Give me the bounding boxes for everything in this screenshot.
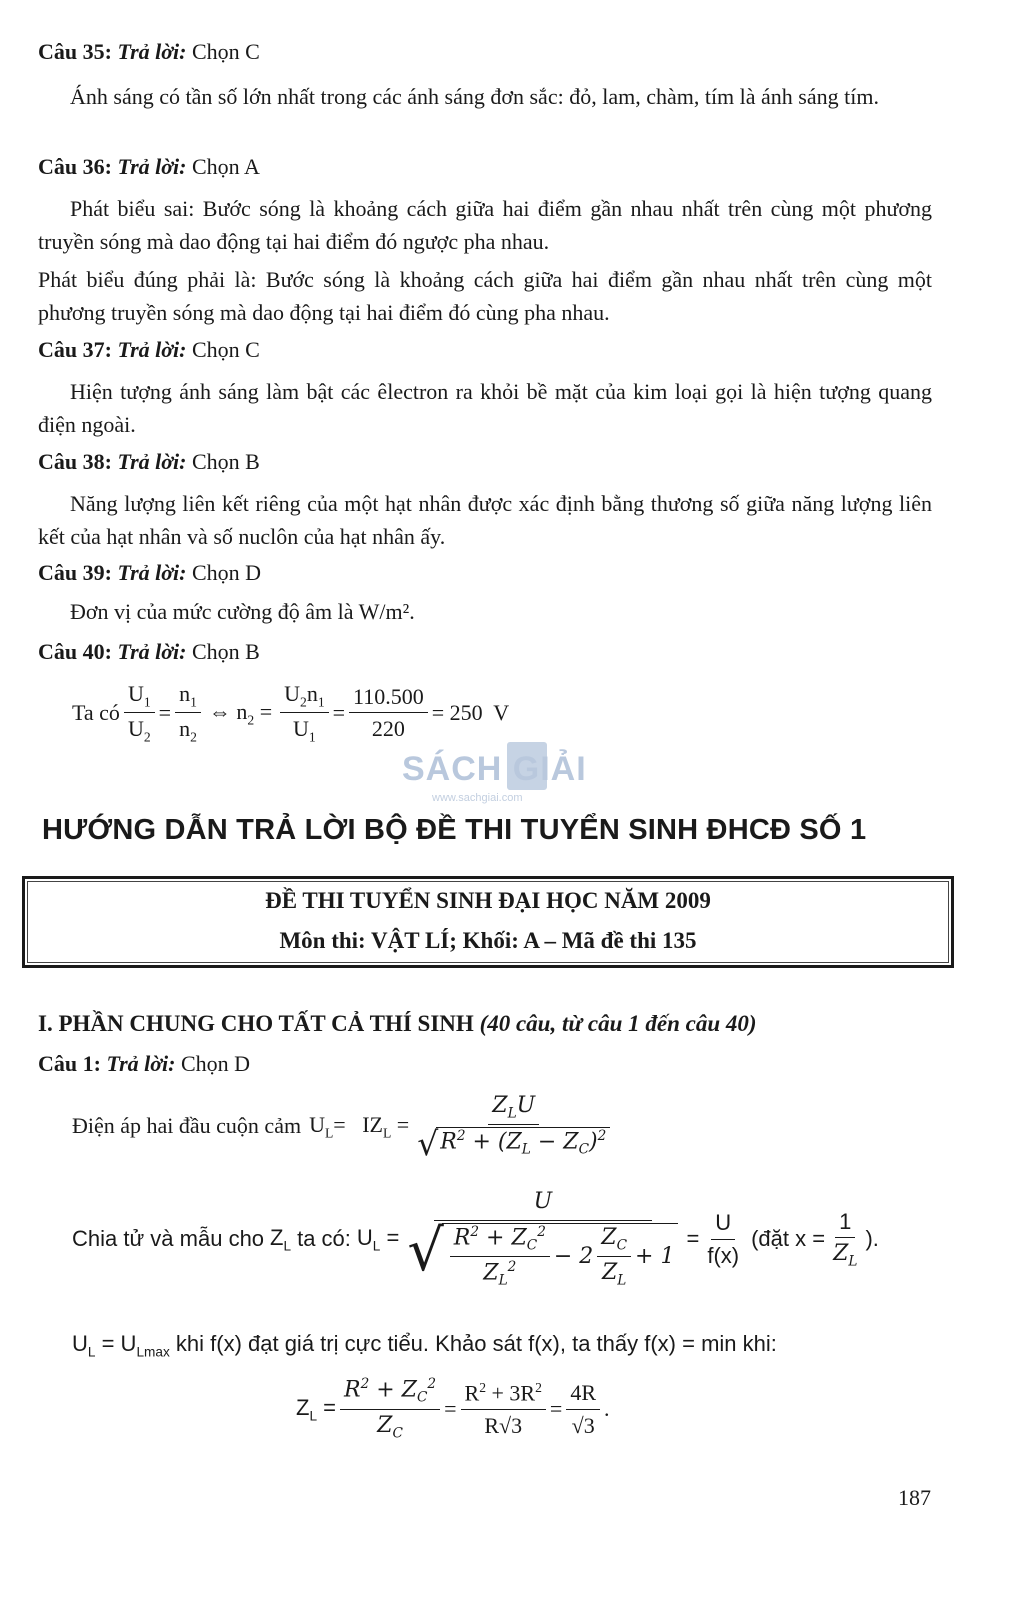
q38-tra-loi: Trả lời:: [117, 449, 187, 474]
q37-choice: Chọn C: [192, 337, 260, 362]
q36-text-correct: Phát biểu đúng phải là: Bước sóng là khoảng cách giữa hai điểm gần nhau nhất trên cùng một phương truyền sóng mà dao động tại hai điểm đó cùng pha nhau.: [38, 267, 932, 325]
q1-line2-tail: ta có:: [297, 1226, 351, 1252]
q1-choice: Chọn D: [181, 1051, 251, 1076]
q36-tra-loi: Trả lời:: [117, 154, 187, 179]
q39-heading: [38, 559, 261, 587]
value-num: 110.500: [349, 683, 428, 714]
q40-choice: Chọn B: [192, 639, 260, 664]
value-den: 220: [371, 716, 405, 742]
exam-title-box: [22, 876, 954, 968]
ul-divided-fraction: U √ $\frac{R^2 + Z_C^2}{Z_L^2}$ − 2 $\frac{Z_C}{Z_L}$ + 1: [403, 1188, 682, 1290]
q40-result: = 250 V: [431, 700, 510, 726]
ratio-un: $\frac{U_2n_1}{U_1}$: [280, 680, 329, 746]
q37-label: Câu 37:: [38, 337, 112, 362]
q1-line2-lead: Chia tử và mẫu cho: [72, 1226, 265, 1252]
q1-formula-ul: Điện áp hai đầu cuộn cảm $U_L= IZ_L$ = $Z_LU$ √ $R^2 + (Z_L - Z_C)^2$: [72, 1092, 618, 1160]
q1-heading: [38, 1050, 250, 1078]
q35-tra-loi: Trả lời:: [117, 39, 187, 64]
x-def-fraction: $\frac{1}{Z_L}$: [833, 1208, 858, 1270]
q40-heading: [38, 638, 260, 666]
q35-heading: [38, 38, 260, 66]
part-heading-note: (40 câu, từ câu 1 đến câu 40): [479, 1011, 757, 1036]
q1-line3: $U_L = U_{Lmax}$ khi f(x) đạt giá trị cực tiểu. Khảo sát f(x), ta thấy f(x) = min khi:: [72, 1331, 777, 1360]
q35-text: Ánh sáng có tần số lớn nhất trong các ánh sáng đơn sắc: đỏ, lam, chàm, tím là ánh sáng tím.: [70, 84, 879, 109]
zl-fraction-1: $\frac{R^2 + Z_C^2}{Z_C}$: [340, 1376, 440, 1442]
exam-title: ĐỀ THI TUYỂN SINH ĐẠI HỌC NĂM 2009: [265, 888, 711, 913]
q1-formula-divide: Chia tử và mẫu cho $Z_L$ ta có: $U_L$ = U √ $\frac{R^2 + Z_C^2}{Z_L^2}$ − 2 $\frac{Z_C}{Z_L}$ + 1 = $\frac{U}{f(x)}$ (đặt x = $\frac{1}{Z_L}$ ).: [72, 1189, 879, 1289]
q39-choice: Chọn D: [192, 560, 262, 585]
ratio-n: $\frac{n_1}{n_2}$: [175, 680, 201, 746]
watermark-logo: [402, 748, 612, 808]
ratio-u: $\frac{U_1}{U_2}$: [124, 680, 155, 746]
ratio-values: [349, 683, 428, 743]
q37-heading: [38, 336, 260, 364]
q37-tra-loi: Trả lời:: [117, 337, 187, 362]
q36-choice: Chọn A: [192, 154, 260, 179]
u-over-f: $\frac{U}{f(x)}$: [707, 1210, 740, 1268]
exam-subject: Môn thi: VẬT LÍ; Khối: A – Mã đề thi 135: [279, 928, 697, 953]
q40-formula: Ta có $\frac{U_1}{U_2}$ = $\frac{n_1}{n_2}$ ⇔ $n_2$ = $\frac{U_2n_1}{U_1}$ = $\frac{110.500}{220}$ = 250 V: [72, 681, 510, 745]
q39-text: Đơn vị của mức cường độ âm là W/m².: [70, 599, 415, 624]
watermark-url: www.sachgiai.com: [432, 792, 523, 804]
q1-tra-loi: Trả lời:: [106, 1051, 176, 1076]
q1-line3-text: khi f(x) đạt giá trị cực tiểu. Khảo sát f(x), ta thấy f(x) = min khi:: [175, 1331, 777, 1356]
q1-label: Câu 1:: [38, 1051, 101, 1076]
q36-label: Câu 36:: [38, 154, 112, 179]
zl-fraction-2: $\frac{R^2 + 3R^2}{R√3}$: [461, 1379, 546, 1439]
q37-text: Hiện tượng ánh sáng làm bật các êlectron ra khỏi bề mặt của kim loại gọi là hiện tượng quang điện ngoài.: [38, 379, 932, 437]
q38-label: Câu 38:: [38, 449, 112, 474]
q38-heading: [38, 448, 260, 476]
q38-choice: Chọn B: [192, 449, 260, 474]
q39-label: Câu 39:: [38, 560, 112, 585]
q1-line2-note: (đặt x =: [751, 1226, 826, 1252]
q39-tra-loi: Trả lời:: [117, 560, 187, 585]
q35-label: Câu 35:: [38, 39, 112, 64]
q40-lead: Ta có: [72, 700, 120, 726]
part-heading: [38, 1010, 757, 1039]
q36-text: Phát biểu sai: Bước sóng là khoảng cách giữa hai điểm gần nhau nhất trên cùng một phương truyền sóng mà dao động tại hai điểm đó ngược pha nhau.: [38, 196, 932, 254]
q1-line1-lead: Điện áp hai đầu cuộn cảm: [72, 1113, 302, 1139]
q40-tra-loi: Trả lời:: [117, 639, 187, 664]
q35-choice: Chọn C: [192, 39, 260, 64]
page-number: 187: [898, 1485, 931, 1510]
part-heading-main: I. PHẦN CHUNG CHO TẤT CẢ THÍ SINH: [38, 1011, 474, 1036]
section-title: HƯỚNG DẪN TRẢ LỜI BỘ ĐỀ THI TUYỂN SINH ĐHCĐ SỐ 1: [42, 814, 867, 846]
watermark-brand: SÁCH GIẢI: [402, 750, 587, 788]
q36-heading: [38, 153, 260, 181]
zl-fraction-3: $\frac{4R}{√3}$: [566, 1379, 600, 1439]
ul-fraction: $Z_LU$ √ $R^2 + (Z_L - Z_C)^2$: [413, 1092, 614, 1160]
q38-text: Năng lượng liên kết riêng của một hạt nhân được xác định bằng thương số giữa năng lượng liên kết của hạt nhân và số nuclôn của hạt nhân ấy.: [38, 491, 932, 549]
q40-label: Câu 40:: [38, 639, 112, 664]
q1-zl-formula: $Z_L$ = $\frac{R^2 + Z_C^2}{Z_C}$ = $\frac{R^2 + 3R^2}{R√3}$ = $\frac{4R}{√3}$ .: [296, 1376, 610, 1442]
